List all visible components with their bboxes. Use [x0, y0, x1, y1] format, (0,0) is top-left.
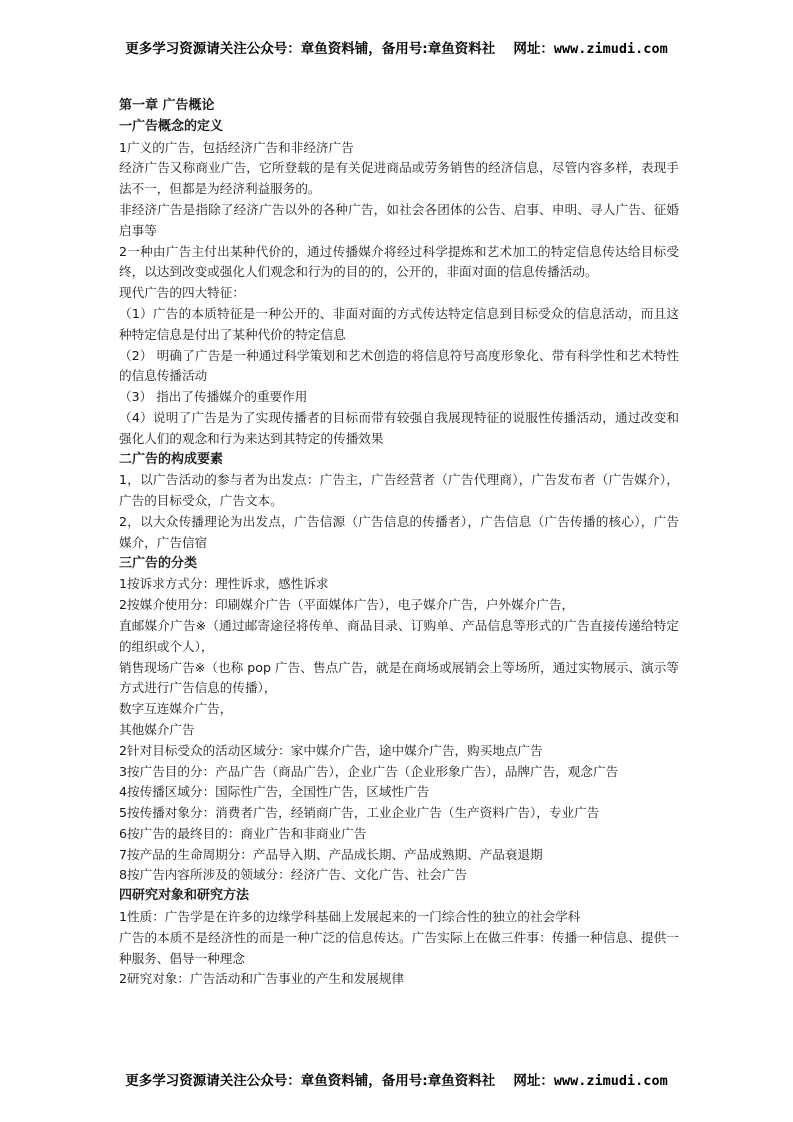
paragraph: 数字互连媒介广告，: [119, 701, 233, 717]
paragraph: 直邮媒介广告※（通过邮寄途径将传单、商品目录、订购单、产品信息等形式的广告直接传递给特定的组织或个人），: [119, 617, 679, 654]
paragraph: 1，以广告活动的参与者为出发点：广告主，广告经营者（广告代理商），广告发布者（广告媒介），广告的目标受众，广告文本。: [119, 472, 679, 509]
paragraph: 2针对目标受众的活动区域分：家中媒介广告，途中媒介广告，购买地点广告: [119, 742, 543, 758]
paragraph: 经济广告又称商业广告，它所登载的是有关促进商品或劳务销售的经济信息，尽管内容多样，表现手法不一，但都是为经济利益服务的。: [119, 160, 679, 197]
paragraph: 现代广告的四大特征：: [119, 285, 245, 301]
document-body: [119, 96, 679, 990]
paragraph: 1广义的广告，包括经济广告和非经济广告: [119, 139, 354, 155]
paragraph: 其他媒介广告: [119, 721, 195, 737]
paragraph: 5按传播对象分：消费者广告，经销商广告，工业企业广告（生产资料广告），专业广告: [119, 805, 600, 821]
section-heading: 二广告的构成要素: [119, 451, 224, 467]
header-url[interactable]: www.zimudi.com: [553, 41, 668, 57]
section-heading: 四研究对象和研究方法: [119, 888, 250, 904]
paragraph: 7按产品的生命周期分：产品导入期、产品成长期、产品成熟期、产品衰退期: [119, 846, 543, 862]
paragraph: 4按传播区域分：国际性广告，全国性广告，区域性广告: [119, 784, 430, 800]
paragraph: 2，以大众传播理论为出发点，广告信源（广告信息的传播者），广告信息（广告传播的核心），广告媒介，广告信宿: [119, 513, 679, 550]
page-footer: [0, 1069, 793, 1089]
paragraph: 销售现场广告※（也称 pop 广告、售点广告，就是在商场或展销会上等场所，通过实物展示、演示等方式进行广告信息的传播），: [119, 659, 679, 696]
paragraph: 1按诉求方式分：理性诉求，感性诉求: [119, 576, 329, 592]
footer-text: 更多学习资源请关注公众号：章鱼资料铺，备用号:章鱼资料社 网址：: [125, 1073, 554, 1089]
page-header: [0, 37, 793, 57]
section-heading: 一广告概念的定义: [119, 118, 224, 134]
paragraph: （1）广告的本质特征是一种公开的、非面对面的方式传达特定信息到目标受众的信息活动，而且这种特定信息是付出了某种代价的特定信息: [119, 305, 679, 342]
footer-url[interactable]: www.zimudi.com: [553, 1073, 668, 1089]
paragraph: （4）说明了广告是为了实现传播者的目标而带有较强自我展现特征的说服性传播活动，通过改变和强化人们的观念和行为来达到其特定的传播效果: [119, 409, 679, 446]
header-text: 更多学习资源请关注公众号：章鱼资料铺，备用号:章鱼资料社 网址：: [125, 41, 554, 57]
paragraph: 3按广告目的分：产品广告（商品广告），企业广告（企业形象广告），品牌广告，观念广告: [119, 763, 619, 779]
paragraph: 1性质：广告学是在许多的边缘学科基础上发展起来的一门综合性的独立的社会学科: [119, 909, 581, 925]
section-heading: 三广告的分类: [119, 555, 198, 571]
section-heading: 第一章 广告概论: [119, 98, 215, 113]
paragraph: 非经济广告是指除了经济广告以外的各种广告，如社会各团体的公告、启事、申明、寻人广告、征婚启事等: [119, 201, 679, 238]
paragraph: 6按广告的最终目的：商业广告和非商业广告: [119, 825, 367, 841]
paragraph: 2一种由广告主付出某种代价的，通过传播媒介将经过科学提炼和艺术加工的特定信息传达给目标受终，以达到改变或强化人们观念和行为的目的的，公开的，非面对面的信息传播活动。: [119, 243, 679, 280]
paragraph: 广告的本质不是经济性的而是一种广泛的信息传达。广告实际上在做三件事：传播一种信息、提供一种服务、倡导一种理念: [119, 929, 679, 966]
paragraph: 8按广告内容所涉及的领域分：经济广告、文化广告、社会广告: [119, 867, 468, 883]
paragraph: （2） 明确了广告是一种通过科学策划和艺术创造的将信息符号高度形象化、带有科学性和艺术特性的信息传播活动: [119, 347, 679, 384]
paragraph: 2按媒介使用分：印刷媒介广告（平面媒体广告），电子媒介广告，户外媒介广告，: [119, 597, 575, 613]
paragraph: （3） 指出了传播媒介的重要作用: [119, 389, 308, 405]
paragraph: 2研究对象：广告活动和广告事业的产生和发展规律: [119, 971, 405, 987]
